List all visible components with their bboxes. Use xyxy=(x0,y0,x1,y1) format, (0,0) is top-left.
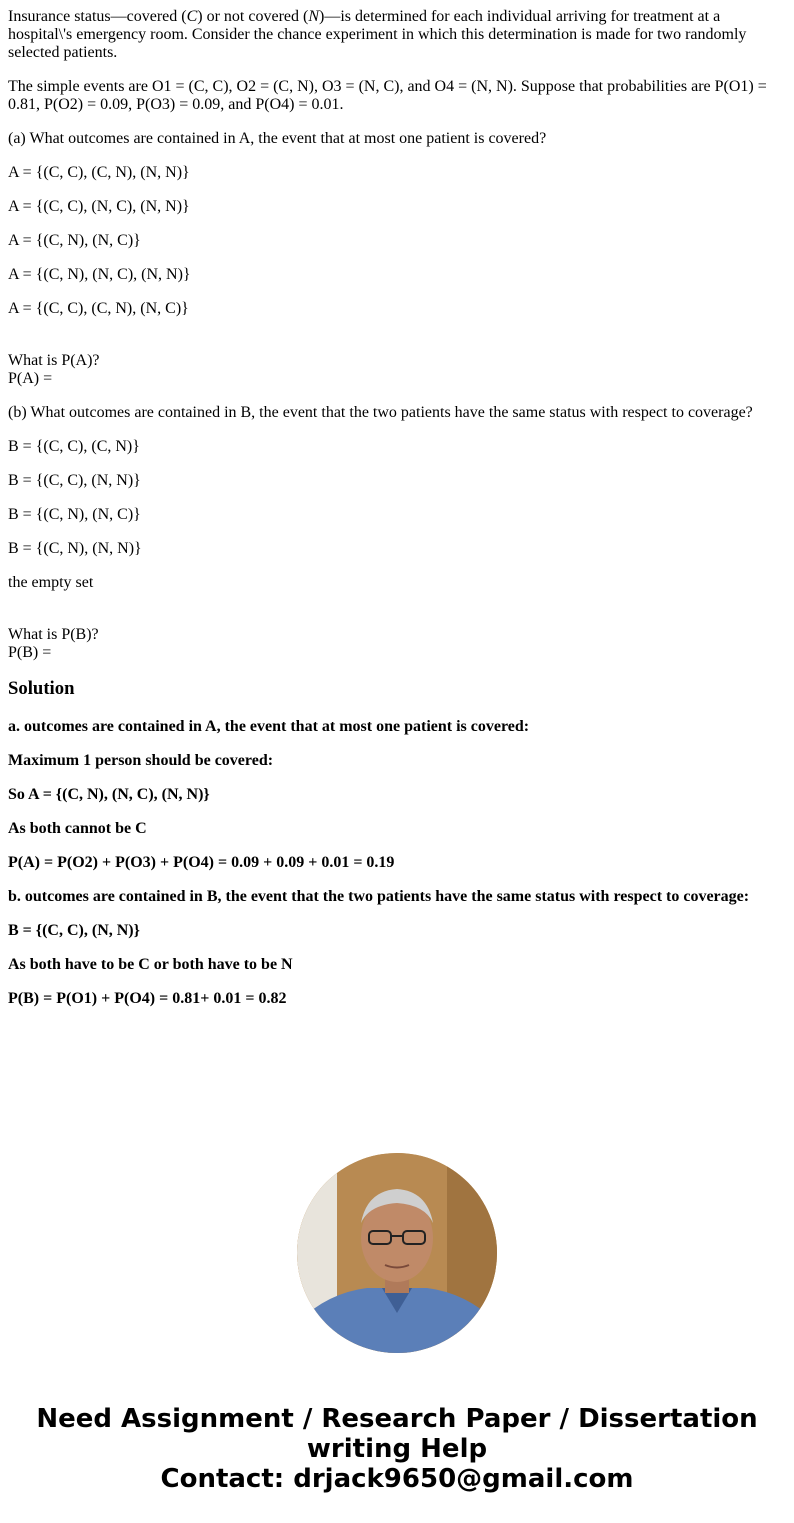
part-a-option-3[interactable]: A = {(C, N), (N, C)} xyxy=(8,232,141,249)
footer-contact[interactable]: Contact: drjack9650@gmail.com xyxy=(160,1464,634,1494)
solution-line: a. outcomes are contained in A, the event that at most one patient is covered: xyxy=(8,718,530,735)
footer-banner xyxy=(0,1404,794,1494)
solution-line: As both have to be C or both have to be N xyxy=(8,956,293,973)
person-photo-icon xyxy=(297,1153,497,1353)
solution-line: B = {(C, C), (N, N)} xyxy=(8,922,140,939)
solution-heading: Solution xyxy=(8,678,75,699)
solution-line: So A = {(C, N), (N, C), (N, N)} xyxy=(8,786,210,803)
question-content xyxy=(8,8,778,1024)
part-b-option-4[interactable]: B = {(C, N), (N, N)} xyxy=(8,540,142,557)
part-a-prob-question: What is P(A)? xyxy=(8,352,100,369)
part-a-option-2[interactable]: A = {(C, C), (N, C), (N, N)} xyxy=(8,198,190,215)
part-b-prob-field[interactable]: P(B) = xyxy=(8,644,52,661)
solution-line: P(A) = P(O2) + P(O3) + P(O4) = 0.09 + 0.09 + 0.01 = 0.19 xyxy=(8,854,395,871)
question-intro: Insurance status—covered (C) or not covered (N)—is determined for each individual arriving for treatment at a hospital\'s emergency room. Consider the chance experiment in which this determination is made for two randomly selected patients. xyxy=(8,8,747,61)
part-b-prompt: (b) What outcomes are contained in B, the event that the two patients have the same status with respect to coverage? xyxy=(8,404,753,421)
part-b-prob-question: What is P(B)? xyxy=(8,626,99,643)
solution-line: As both cannot be C xyxy=(8,820,147,837)
footer-line-1: Need Assignment / Research Paper / Dissertation xyxy=(36,1404,758,1434)
avatar xyxy=(297,1153,497,1353)
part-b-option-2[interactable]: B = {(C, C), (N, N)} xyxy=(8,472,141,489)
solution-line: b. outcomes are contained in B, the event that the two patients have the same status with respect to coverage: xyxy=(8,888,750,905)
part-a-prompt: (a) What outcomes are contained in A, the event that at most one patient is covered? xyxy=(8,130,547,147)
solution-line: P(B) = P(O1) + P(O4) = 0.81+ 0.01 = 0.82 xyxy=(8,990,287,1007)
solution-section xyxy=(8,678,778,1008)
part-b-option-5[interactable]: the empty set xyxy=(8,574,94,591)
part-a-option-1[interactable]: A = {(C, C), (C, N), (N, N)} xyxy=(8,164,190,181)
part-a-prob-field[interactable]: P(A) = xyxy=(8,370,53,387)
part-a-option-5[interactable]: A = {(C, C), (C, N), (N, C)} xyxy=(8,300,189,317)
footer-line-2: writing Help xyxy=(306,1434,488,1464)
part-b-option-3[interactable]: B = {(C, N), (N, C)} xyxy=(8,506,141,523)
simple-events-text: The simple events are O1 = (C, C), O2 = (C, N), O3 = (N, C), and O4 = (N, N). Suppose that probabilities are P(O1) = 0.81, P(O2) = 0.09, P(O3) = 0.09, and P(O4) = 0.01. xyxy=(8,78,767,113)
part-b-option-1[interactable]: B = {(C, C), (C, N)} xyxy=(8,438,140,455)
solution-line: Maximum 1 person should be covered: xyxy=(8,752,274,769)
part-a-option-4[interactable]: A = {(C, N), (N, C), (N, N)} xyxy=(8,266,191,283)
